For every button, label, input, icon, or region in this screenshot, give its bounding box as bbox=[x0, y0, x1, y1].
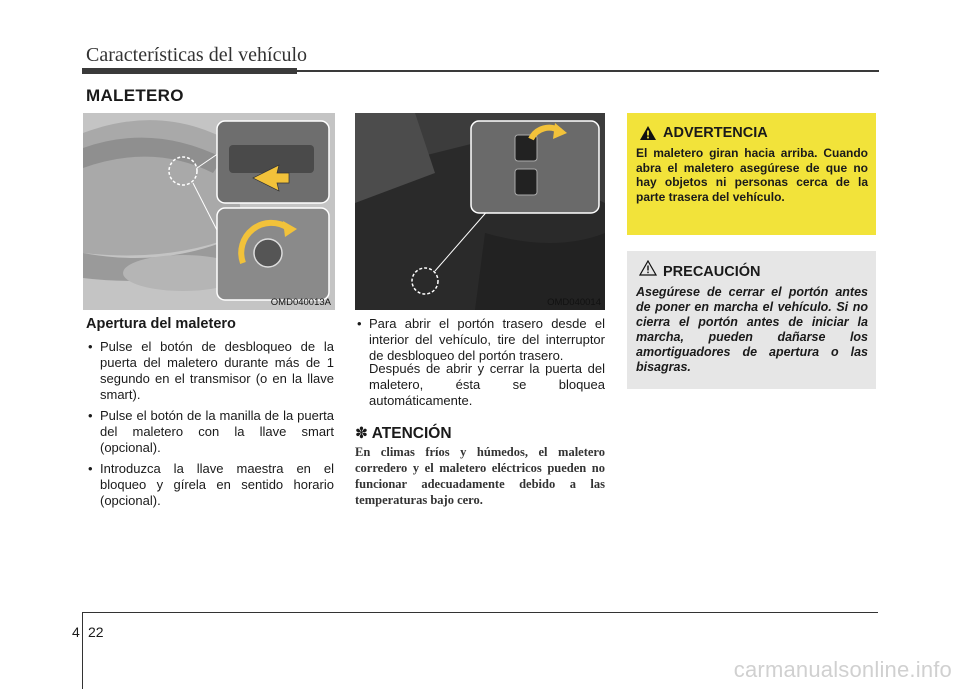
header-rule-accent bbox=[82, 68, 297, 74]
page-number: 22 bbox=[88, 624, 104, 640]
interior-switch-figure bbox=[355, 113, 605, 310]
figure-code: OMD040013A bbox=[270, 297, 331, 308]
warning-title: ADVERTENCIA bbox=[663, 125, 768, 141]
list-item: • Pulse el botón de desbloqueo de la puerta del maletero durante más de 1 segundo en el transmisor (o en la llave smart). bbox=[86, 339, 334, 403]
warning-box bbox=[627, 113, 876, 235]
figure-code: OMD040014 bbox=[547, 297, 601, 308]
watermark: carmanualsonline.info bbox=[733, 657, 952, 682]
chapter-title: Características del vehículo bbox=[86, 44, 308, 66]
list-item: • Pulse el botón de la manilla de la puerta del maletero con la llave smart (opcional). bbox=[86, 408, 334, 456]
list-item: • Introduzca la llave maestra en el bloqueo y gírela en sentido horario (opcional). bbox=[86, 461, 334, 509]
warning-body: El maletero giran hacia arriba. Cuando abra el maletero asegúrese de que no hay objetos ni personas cerca de la parte trasera del vehículo. bbox=[636, 146, 868, 204]
note-title: ✽ ATENCIÓN bbox=[355, 425, 452, 442]
footer-vertical-rule bbox=[82, 612, 83, 689]
section-title: MALETERO bbox=[86, 86, 184, 105]
caution-box bbox=[627, 251, 876, 389]
caution-icon bbox=[639, 260, 657, 276]
list-item: • Para abrir el portón trasero desde el interior del vehículo, tire del interruptor de desbloqueo del portón trasero. bbox=[355, 316, 605, 364]
warning-icon bbox=[639, 125, 657, 141]
note-body: En climas fríos y húmedos, el maletero corredero y el maletero eléctricos pueden no funcionar adecuadamente debido a las temperaturas bajo cero. bbox=[355, 445, 605, 507]
footer-rule bbox=[82, 612, 878, 613]
instructions-list bbox=[86, 339, 334, 514]
chapter-number: 4 bbox=[72, 624, 80, 640]
trunk-exterior-illustration bbox=[83, 113, 335, 310]
interior-switch-illustration bbox=[355, 113, 605, 310]
caution-title: PRECAUCIÓN bbox=[663, 264, 761, 280]
trunk-exterior-figure bbox=[83, 113, 335, 310]
subheading: Apertura del maletero bbox=[86, 316, 236, 332]
caution-body: Asegúrese de cerrar el portón antes de poner en marcha el vehículo. Si no cierra el portón antes de iniciar la marcha, pueden dañarse los amortiguadores de apertura o las bisagras. bbox=[636, 285, 868, 374]
auto-lock-paragraph: Después de abrir y cerrar la puerta del maletero, ésta se bloquea automáticamente. bbox=[369, 361, 605, 408]
